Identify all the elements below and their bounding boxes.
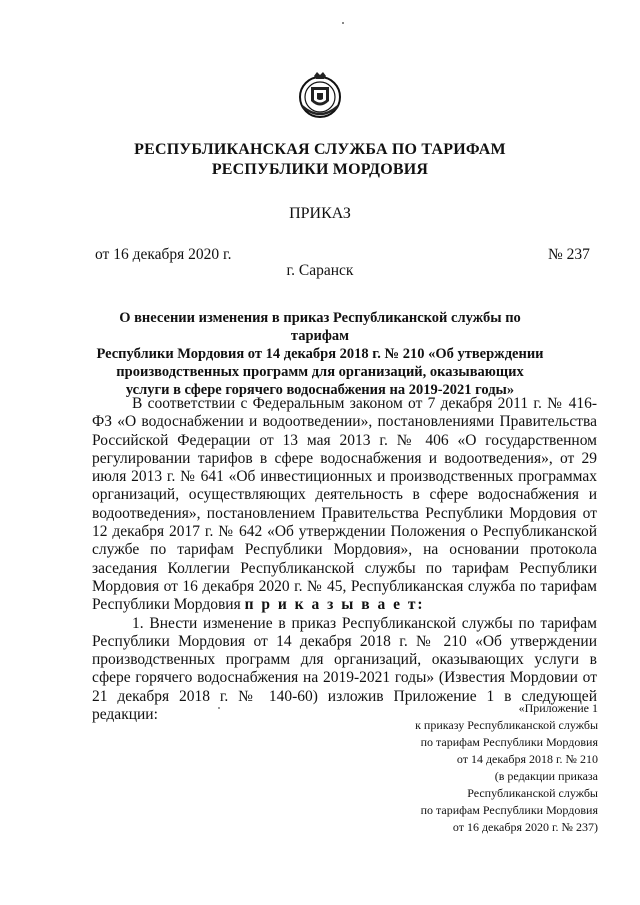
document-city: г. Саранск (286, 262, 354, 279)
document-number: № 237 (548, 246, 590, 263)
organization-name-line-1: РЕСПУБЛИКАНСКАЯ СЛУЖБА ПО ТАРИФАМ (134, 141, 506, 158)
title-line-2: Республики Мордовия от 14 декабря 2018 г. № 210 «Об утверждении (96, 346, 544, 362)
appendix-line: «Приложение 1 (518, 701, 598, 715)
title-line-1: О внесении изменения в приказ Республиканской службы по тарифам (119, 310, 521, 344)
appendix-reference (238, 700, 598, 836)
document-body (92, 395, 597, 724)
organization-name-line-2: РЕСПУБЛИКИ МОРДОВИЯ (211, 161, 429, 178)
order-action-phrase: п р и к а з ы в а е т: (244, 596, 425, 614)
appendix-line: к приказу Республиканской службы (415, 718, 598, 732)
coat-of-arms-icon (297, 70, 343, 120)
organization-name (0, 140, 640, 180)
scan-speck (342, 22, 344, 24)
appendix-line: Республиканской службы (467, 786, 598, 800)
appendix-line: по тарифам Республики Мордовия (420, 735, 598, 749)
document-date: от 16 декабря 2020 г. (95, 246, 232, 263)
title-line-3: производственных программ для организаций, оказывающих (116, 364, 524, 380)
preamble-text: В соответствии с Федеральным законом от 7 декабря 2011 г. № 416-ФЗ «О водоснабжении и водоотведении», постановлениями Правительства Российской Федерации от 13 мая 2013 г. № 406 «О государственном регулировании тарифов в сфере водоснабжения и водоотведения», от 29 июля 2013 г. № 641 «Об инвестиционных и производственных программах организаций, осуществляющих деятельность в сфере водоснабжения и водоотведения», постановлением Правительства Республики Мордовия от 12 декабря 2017 г. № 642 «Об утверждении Положения о Республиканской службе по тарифам Республики Мордовия», на основании протокола заседания Коллегии Республиканской службы по тарифам Республики Мордовия от 16 декабря 2020 г. № 45, Республиканская служба по тарифам Республики Мордовия (92, 395, 597, 614)
title-line-4: услуги в сфере горячего водоснабжения на 2019-2021 годы» (125, 382, 515, 398)
appendix-line: от 14 декабря 2018 г. № 210 (456, 752, 598, 766)
preamble-paragraph (92, 395, 597, 615)
document-type: ПРИКАЗ (289, 205, 351, 222)
appendix-line: от 16 декабря 2020 г. № 237) (452, 820, 598, 834)
appendix-line: по тарифам Республики Мордовия (420, 803, 598, 817)
clause-1-paragraph: 1. Внести изменение в приказ Республиканской службы по тарифам Республики Мордовия от 14 декабря 2018 г. № 210 «Об утверждении производственных программ для организаций, оказывающих услуги в сфере горячего водоснабжения на 2019-2021 годы» (Известия Мордовии от 21 декабря 2018 г. № 140-60) изложив Приложение 1 в следующей редакции: (92, 614, 597, 724)
document-title (90, 309, 550, 399)
scan-speck-2 (218, 707, 220, 709)
appendix-line: (в редакции приказа (494, 769, 598, 783)
